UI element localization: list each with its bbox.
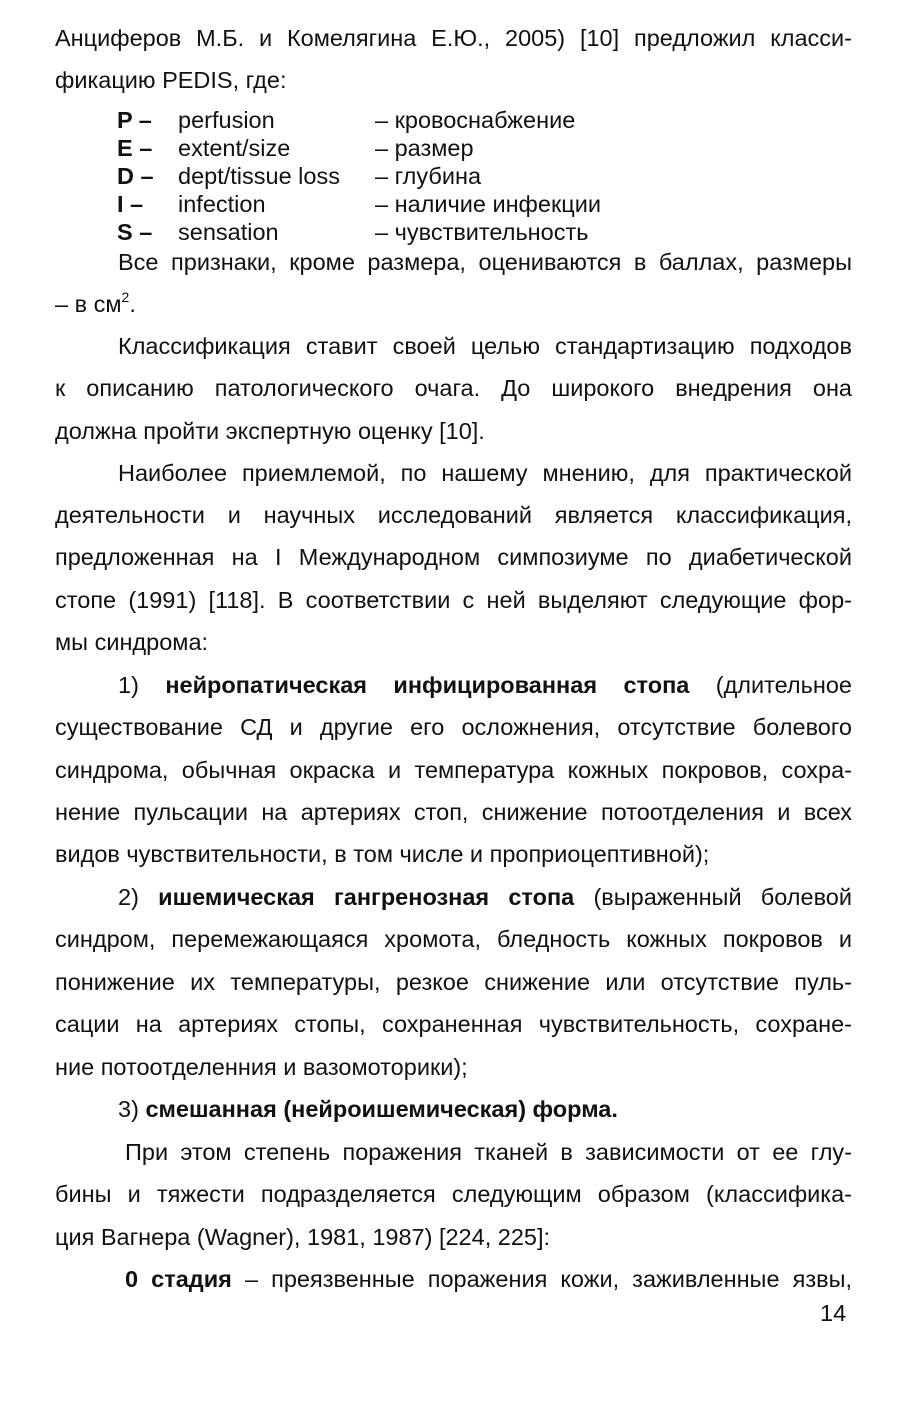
- pedis-russian: – чувствительность: [375, 219, 589, 245]
- paragraph-line: должна пройти экспертную оценку [10].: [55, 418, 485, 444]
- form-1-heading: 1) нейропатическая инфицированная стопа (длительное: [118, 672, 853, 698]
- pedis-english: infection: [178, 191, 266, 217]
- pedis-letter: I –: [117, 191, 144, 217]
- form-3-heading: 3) смешанная (нейроишемическая) форма.: [118, 1096, 618, 1122]
- paragraph-line: бины и тяжести подразделяется следующим образом (классифика-: [55, 1181, 852, 1207]
- form-1-line: видов чувствительности, в том числе и проприоцептивной);: [55, 841, 710, 867]
- form-2-heading: 2) ишемическая гангренозная стопа (выраженный болевой: [118, 884, 852, 910]
- pedis-russian: – кровоснабжение: [375, 107, 576, 133]
- form-1-line: нение пульсации на артериях стоп, снижение потоотделения и всех: [55, 799, 852, 825]
- paragraph-line: к описанию патологического очага. До широкого внедрения она: [55, 375, 852, 401]
- form-1-title: нейропатическая инфицированная стопа: [165, 672, 690, 698]
- form-2-line: синдром, перемежающаяся хромота, бледность кожных покровов и: [55, 926, 852, 952]
- pedis-english: perfusion: [178, 107, 275, 133]
- pedis-english: sensation: [178, 219, 279, 245]
- scoring-line-2: – в $см^2$.: [55, 289, 136, 317]
- paragraph-line: Классификация ставит своей целью стандартизацию подходов: [118, 333, 852, 359]
- paragraph-line: стопе (1991) [118]. В соответствии с ней выделяют следующие фор-: [55, 587, 852, 613]
- paragraph-line: Наиболее приемлемой, по нашему мнению, для практической: [118, 460, 852, 486]
- form-2-line: сации на артериях стопы, сохраненная чувствительность, сохране-: [55, 1011, 852, 1037]
- form-1-line: синдрома, обычная окраска и температура кожных покровов, сохра-: [55, 757, 852, 783]
- form-3-title: смешанная (нейроишемическая) форма.: [145, 1096, 618, 1122]
- form-2-line: понижение их температуры, резкое снижение или отсутствие пуль-: [55, 969, 852, 995]
- pedis-letter: D –: [117, 163, 154, 189]
- intro-line-2: фикацию PEDIS, где:: [55, 67, 287, 93]
- pedis-english: dept/tissue loss: [178, 163, 340, 189]
- form-1-line: существование СД и другие его осложнения, отсутствие болевого: [55, 714, 852, 740]
- pedis-russian: – размер: [375, 135, 474, 161]
- pedis-russian: – глубина: [375, 163, 482, 189]
- paragraph-line: деятельности и научных исследований является классификация,: [55, 502, 852, 528]
- paragraph-line: предложенная на I Международном симпозиуме по диабетической: [55, 544, 852, 570]
- page-number: 14: [820, 1300, 847, 1326]
- pedis-letter: E –: [117, 135, 153, 161]
- stage-0-line: 0 стадия – преязвенные поражения кожи, заживленные язвы,: [125, 1266, 852, 1292]
- intro-line-1: Анциферов М.Б. и Комелягина Е.Ю., 2005) [10] предложил класси-: [55, 25, 852, 51]
- form-2-line: ние потоотделенния и вазомоторики);: [55, 1054, 468, 1080]
- stage-0-label: 0 стадия: [125, 1266, 232, 1292]
- paragraph-line: При этом степень поражения тканей в зависимости от ее глу-: [125, 1139, 852, 1165]
- pedis-russian: – наличие инфекции: [375, 191, 601, 217]
- pedis-english: extent/size: [178, 135, 291, 161]
- paragraph-line: ция Вагнера (Wagner), 1981, 1987) [224, 225]:: [55, 1224, 551, 1250]
- pedis-letter: P –: [117, 107, 152, 133]
- pedis-letter: S –: [117, 219, 153, 245]
- paragraph-line: мы синдрома:: [55, 629, 209, 655]
- form-2-title: ишемическая гангренозная стопа: [158, 884, 575, 910]
- scoring-line-1: Все признаки, кроме размера, оцениваются в баллах, размеры: [118, 249, 852, 275]
